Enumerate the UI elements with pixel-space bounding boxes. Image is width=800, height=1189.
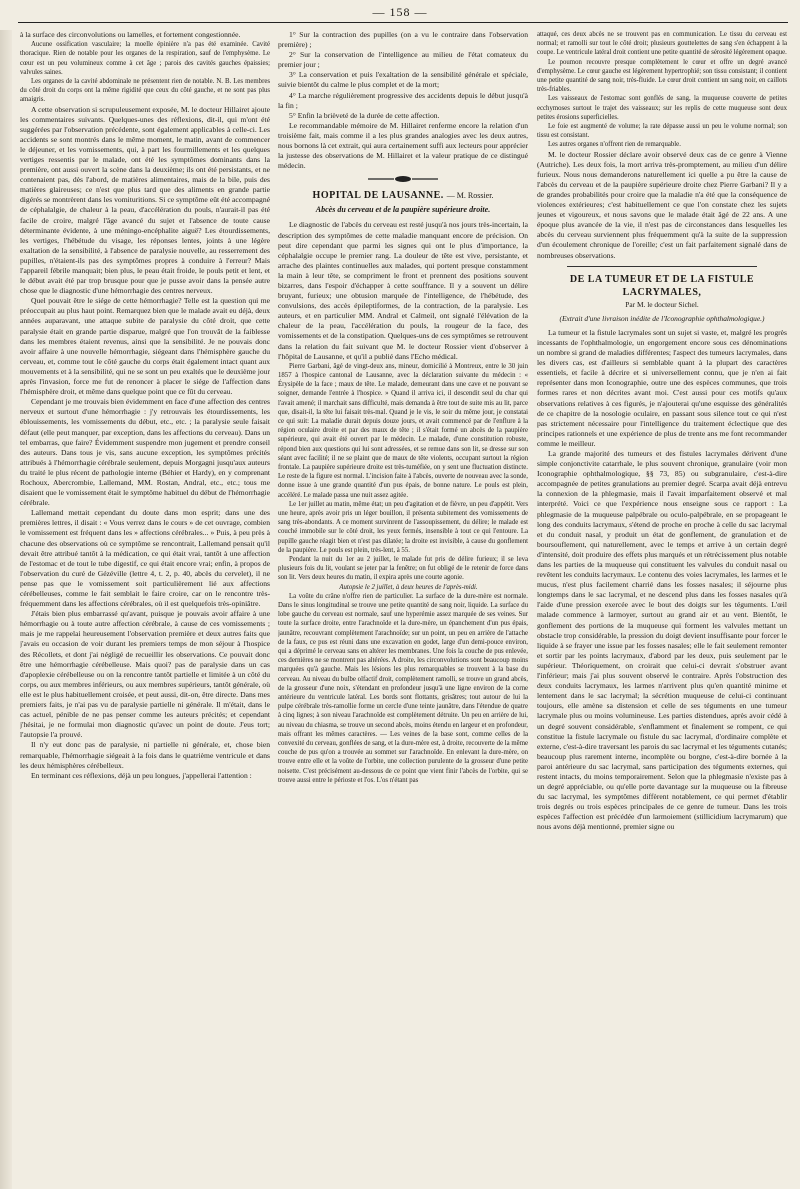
paragraph: 3° La conservation et puis l'exaltation de la sensibilité générale et spéciale, suivie bientôt du calme le plus complet et de la mort; bbox=[278, 70, 528, 90]
paragraph: Les vaisseaux de l'estomac sont gonflés de sang, la muqueuse couverte de petites ecchymoses surtout le trajet des vaisseaux; sur les replis de cette muqueuse sont deux petites érosions superficielles. bbox=[537, 95, 787, 121]
paragraph: Aucune ossification vasculaire; la moelle épinière n'a pas été examinée. Cavité thoracique. Rien de notable pour les organes de la respiration, sauf de l'emphysème. Le cœur est un peu volumineux comme à cet âge ; parois des cavités gauches épaissies; valvules saines. bbox=[20, 41, 270, 76]
paragraph: Il n'y eut donc pas de paralysie, ni partielle ni générale, et, chose bien remarquable, l'hémorrhagie siégeait à la fois dans le quatrième ventricule et dans les deux hémisphères cérébelleux. bbox=[20, 740, 270, 770]
paragraph: Lallemand mettait cependant du doute dans mon esprit; dans une des premières lettres, il disait : « Vous verrez dans le cours » de cet ouvrage, combien le vomissement est fréquent dans les » affections cérébrales... » Puis, à peu près à chacune des observations où ce symptôme se rencontrait, Lallemand pensait qu'il devait être attribué tantôt à la médication, ce qui était vrai, tantôt à une affection de l'estomac et de tout le tube digestif, ce qui était encore vrai; enfin, à propos de l'observation du curé de Gézéville (lettre 4, t. 2, p. 40, abcès du cervelet), il ne pense pas que le vomissement soit particulièrement lié aux affections cérébelleuses, comme le fait semblait le faire croire, car on le rencontre très-fréquemment dans les affections cérébrales, où il est quelquefois très-opiniâtre. bbox=[20, 508, 270, 609]
paragraph: 1° Sur la contraction des pupilles (on a vu le contraire dans l'observation première) ; bbox=[278, 30, 528, 50]
paragraph: Quel pouvait être le siége de cette hémorrhagie? Telle est la question qui me préoccupait au plus haut point. Remarquez bien que le malade avait eu déjà, deux années auparavant, une attaque subite de paralysie du côté droit, que cette paralysie était en grande partie disparue, malgré que l'on trouvât de la faiblesse dans les membres étaient revenus, ainsi que la sensibilité. Je ne pouvais donc avoir affaire à une nouvelle hémorrhagie, siégeant dans l'hémisphère gauche du cerveau, et, comme tout le côté gauche du corps était également intact quant aux mouvements et à la sensibilité, qui ne se sont un peu exaltés que le deuxième jour après l'invasion, force me fut de renoncer à placer le siége de l'affection dans l'hémisphère droit, et même dans quelque point que ce fût du cerveau. bbox=[20, 296, 270, 397]
paragraph: 2° Sur la conservation de l'intelligence au milieu de l'état comateux du premier jour ; bbox=[278, 50, 528, 70]
paragraph: Pendant la nuit du 1er au 2 juillet, le malade fut pris de délire furieux; il se leva plusieurs fois du lit, voulant se jeter par la fenêtre; on fut obligé de le retenir de force dans son lit. Vers deux heures du matin, il expira après une courte agonie. bbox=[278, 555, 528, 582]
paragraph: 4° La marche régulièrement progressive des accidents depuis le début jusqu'à la fin ; bbox=[278, 90, 528, 110]
paragraph: A cette observation si scrupuleusement exposée, M. le docteur Hillairet ajoute les commentaires suivants. Quelques-unes des réflexions, dit-il, qui m'ont été suggérées par l'observation précédente, sont également applicables à celle-ci. Les accidents se sont montrés dans le même moment, le matin, avant de commencer le déjeuner, et les vomissements, qui, à part les fourmillements et les quelques vertiges ressentis par le malade, ont été les symptômes dominants dans la première, ont aussi ouvert la scène dans la deuxième; ils ont été persistants, et ne contenaient pas, dès l'abord, de matières alimentaires, mais de la bile, puis des matières glaireuses; ce n'est que plus tard que des aliments en grande partie digérés se montrèrent dans les vomituritions. Si ce symptôme eût été accompagné de céphalalgie, de chaleur à la peau, d'accélération du pouls, n'aurait-il pas été facile de croire, malgré l'âge avancé du sujet et l'absence de toute cause déterminante évidente, à une méningo-encéphalite aiguë? Les étourdissements, les vertiges, l'hébétude du visage, les réponses lentes, joints à une légère exaltation de la sensibilité, à l'absence de paralysie nouvelle, au resserrement des pupilles, n'étaient-ils pas des symptômes propres à conduire à l'erreur? Mais l'appareil fébrile manquait; bien plus, le peau était froide, le pouls petit et lent, et le début avait été par trop brusque pour que je pusse avoir dans la pensée autre chose que le diagnostic d'une hémorrhagie des centres nerveux. bbox=[20, 104, 270, 296]
autopsy-heading: Autopsie le 2 juillet, à deux heures de l'après-midi. bbox=[339, 583, 478, 591]
section-subtitle: Abcès du cerveau et de la paupière supérieure droite. bbox=[315, 205, 491, 215]
section-note: (Extrait d'une livraison inédite de l'Iconographie ophthalmologique.) bbox=[559, 313, 765, 323]
paragraph: Le recommandable mémoire de M. Hillairet renferme encore la relation d'un troisième fait, mais comme il a les plus grandes analogies avec les deux autres, nous bornons là cet extrait, qui aura certainement suffi aux lecteurs pour apprécier la justesse des observations de M. Hillairet et la valeur pratique de ce distingué médecin. bbox=[278, 120, 528, 171]
paragraph: 5° Enfin la brièveté de la durée de cette affection. bbox=[289, 110, 440, 120]
section-ornament bbox=[368, 175, 438, 183]
paragraph: Les autres organes n'offrent rien de remarquable. bbox=[548, 141, 681, 149]
paragraph: Cependant je me trouvais bien évidemment en face d'une affection des centres nerveux et surtout d'une hémorrhagie : j'y retrouvais les étourdissements, les éblouissements, les vomissements du début, etc., etc. ; la paralysie seule faisait défaut (elle peut manquer, par exception, dans les affections du cerveau). Dans un tel embarras, que faire? Évidemment suspendre mon jugement et prendre conseil des auteurs. Dans tous je vis, sans aucune exception, les symptômes précités attribués à l'hémorrhagie cérébrale seulement, depuis Morgagni jusqu'aux auteurs du traité le plus récent de pathologie interne (Béhier et Hardy), en y comprenant Rochoux, Abercrombie, Lallemand, MM. Rostan, Andral, etc., etc.; tous me disaient que le vomissement était le symptôme habituel du début de l'hémorrhagie cérébrale. bbox=[20, 397, 270, 508]
paragraph: La grande majorité des tumeurs et des fistules lacrymales dérivent d'une simple conjonctivite catarrhale, le plus souvent chronique, granulaire (voir mon Iconographie ophthalmologique, §§ 73, 85) ou subgranulaire, c'est-à-dire accompagnée de petites granulations au premier degré. Scarpa avait déjà entrevu la connexion de la phlegmasie, mais il l'avait imparfaitement observé et mal interprété. Voici ce que l'expérience nous enseigne sous ce rapport : La phlegmasie de la muqueuse palpébrale ou oculo-palpébrale, en se propageant le long des conduits lacrymaux, s'étend de proche en proche à celle du sac lacrymal et du conduit nasal, y produit un état de gonflement, de granulation et de boursouflement, qui naturellement, avec le temps et arrive à un certain degré d'intensité, doit produire des effets plus marqués et un rétrécissement plus notable dans les parties de la muqueuse qui constituent les valvules du conduit nasal ou revêtent les conduits lacrymaux. Le contenu des voies lacrymales, les larmes et le mucus, n'est plus facilement charrié dans les fosses nasales; il séjourne plus longtemps dans le sac lacrymal, et ne descend plus dans les fosses nasales qu'à l'aide d'une pression exercée avec le bout des doigts sur les téguments. L'œil malade commence à larmoyer, surtout au grand air et au vent. Bientôt, le gonflement des portions de la muqueuse qui forment les valvules mettant un obstacle trop considérable, la pression du doigt devient insuffisante pour forcer le liquide à se frayer une issue par les fosses nasales; elle le fait seulement remonter et sortir par les points lacrymaux, d'abord par les deux, puis seulement par le supérieur. Théoriquement, on croirait que celui-ci devrait s'obstruer avant l'inférieur; mais j'ai plus souvent observé le contraire. Après l'obstruction des deux conduits lacrymaux, les larmes n'arrivent plus qu'en quantité minime et lentement dans le sac lacrymal; la sécrétion muqueuse de celui-ci continuant toujours, elle amène sa distension et celle de ses téguments en une tumeur lacrymale plus ou moins volumineuse. Les parties distendues, après avoir cédé à un degré souvent considérable, s'enflamment et finalement se rompent, ce qui constitue la fistule lacrymale ou fistule du sac lacrymal, d'ordinaire complète et externe, c'est-à-dire traversant les parois du sac lacrymal et les téguments cutanés; beaucoup plus rarement interne, incomplète ou borgne, c'est-à-dire bornée à la paroi antérieure du sac lacrymal, sans participation des téguments externes, qui restent intacts, du moins temporairement. Selon que la phlegmasie n'existe pas à un degré appréciable, ou qu'elle porte davantage sur la muqueuse ou la fibreuse du sac lacrymal, les symptômes diffèrent notablement, ce qui permet d'établir trois degrés ou trois espèces principales de ce genre de tumeur. Dans les trois espèces l'affection est précédée d'un larmoiement (stillicidium lacrymarum) que nous avons déjà mentionné, premier signe ou bbox=[537, 448, 787, 832]
paragraph: En terminant ces réflexions, déjà un peu longues, j'appellerai l'attention : bbox=[31, 770, 252, 780]
column-middle bbox=[278, 30, 528, 1180]
paragraph: Le poumon recouvre presque complètement le cœur et offre un degré avancé d'emphysème. Le cœur gauche est légèrement hypertrophié; son tissu consistant; il contient une petite quantité de sang noir, très-fluide. Le cœur droit contient un sang noir, en caillots très-friables. bbox=[537, 58, 787, 94]
paragraph: La tumeur et la fistule lacrymales sont un sujet si vaste, et, malgré les progrès incessants de l'ophthalmologie, un engorgement encore sous ces dénominations un nombre si grand de maladies différentes; l'aspect des tumeurs lacrymales, dans les divers cas, est d'ailleurs si semblable quant à la plupart des caractères essentiels, et facile à décrire et si universellement connu, que je n'en ai fait représenter dans mon Iconographie, outre une des espèces communes, que trois formes rares et non décrites avant moi. C'est aussi pour ces motifs qu'aux observations relatives à ces figurés, je n'ajouterai qu'une esquisse des généralités de ce chapitre de la nosologie oculaire, en passant sous silence tout ce qui n'est pas strictement nécessaire pour l'intelligence du traitement éclectique que des principes rationnels et une expérience de plus de trente ans me font recommander comme le meilleur. bbox=[537, 327, 787, 448]
paragraph: Pierre Garbani, âgé de vingt-deux ans, mineur, domicilié à Montreux, entre le 30 juin 1857 à l'hospice cantonal de Lausanne, avec la déclaration suivante du médecin : « Érysipèle de la face ; maux de tête. Le malade, demeurant dans une cave et ne pouvant se soigner, demande l'entrée à l'hospice. » Quand il arriva ici, il descendit seul du char qui l'avait amené; il marchait sans difficulté, mais demanda à être tout de suite mis au lit, parce que, disait-il, la tête lui faisait très-mal. Quand je le vis, le soir du même jour, je constatai ce qui suit: La maladie durait depuis douze jours, et avait commencé par de l'enflure à la région oculaire droite et par des maux de tête ; il s'était formé un abcès de la paupière supérieure, qui avait été ouvert par le médecin. Le malade, d'une constitution robuste, répond bien aux questions qui lui sont adressées, et se remue dans son lit, se dresse sur son séant avec facilité; il ne se plaint que de maux de tête violents, occupant surtout la région frontale. La paupière supérieure droite est très-tuméfiée, on y sent une fluctuation distincte. Le reste de la figure est normal. L'incision faite à l'abcès, ouverte de nouveau avec la sonde, donne issue à une grande quantité d'un pus épais, de bonne nature. Le pouls est plein, accéléré. Le malade passa une nuit assez agitée. bbox=[278, 362, 528, 499]
column-left bbox=[20, 30, 270, 1180]
paragraph: M. le docteur Rossier déclare avoir observé deux cas de ce genre à Vienne (Autriche). Les deux fois, la mort arriva très-promptement, au milieu d'un délire furieux. Nous nous demanderons naturellement ici quelle a pu être la cause de l'abcès du cerveau et de la paupière supérieure droite chez Pierre Garbani? Il y a de grandes probabilités pour croire que la maladie n'a été que la conséquence de violences extérieures; c'est habituellement ce que l'on constate chez les sujets jeunes et vigoureux, et nous savons que le malade était âgé de 22 ans. A une époque plus avancée de la vie, il n'est pas de circonstances dans lesquelles les abcès du cerveau surviennent plus fréquemment qu'à la suite de la suppression d'un écoulement chronique de l'oreille; c'est un fait parfaitement signalé dans de nombreuses observations. bbox=[537, 149, 787, 260]
paragraph: Le diagnostic de l'abcès du cerveau est resté jusqu'à nos jours très-incertain, la description des symptômes de cette maladie manquant encore de précision. On peut dire cependant que parmi les signes qui ont le plus d'importance, la céphalalgie occupe le premier rang. La douleur de tête est vive, persistante, et arrache des plaintes continuelles aux malades, qui portent presque constamment la main à leur tête, se compriment le front et prennent des positions souvent bizarres, dans l'espoir d'échapper à cette souffrance. Il y a souvent un délire bruyant, furieux; une obtusion marquée de l'intelligence, de l'hébétude, des convulsions, des accès épileptiformes, de la contraction, de la paralysie. Les auteurs, et en particulier MM. Andral et Calmeil, ont signalé l'élévation de la chaleur de la peau, l'accélération du pouls, la rougeur de la face, des vomissements et de la constipation. Quelques-uns de ces symptômes se retrouvent dans la relation du fait suivant que M. le docteur Rossier vient d'observer à l'hôpital de Lausanne, et qu'il a publié dans l'Echo médical. bbox=[278, 220, 528, 361]
section-rule bbox=[567, 266, 757, 267]
paragraph: à la surface des circonvolutions ou lamelles, et fortement congestionnée. bbox=[20, 30, 241, 39]
section-title: DE LA TUMEUR ET DE LA FISTULE LACRYMALES, bbox=[569, 273, 755, 298]
section-heading bbox=[278, 189, 528, 202]
paragraph: La voûte du crâne n'offre rien de particulier. La surface de la dure-mère est normale. Dans le sinus longitudinal se trouve une petite quantité de sang noir, liquide. La surface du lobe gauche du cerveau est normale, sauf une hyperémie assez marquée de ses veines. Sur toute la surface droite, entre l'arachnoïde et la dure-mère, un épanchement d'un pus épais, jaunâtre, recouvrant complètement l'arachnoïde; sur un point, un peu en arrière de l'attache de la faux, ce pus est réuni dans une excavation en godet, large d'un demi-pouce environ, qui a déprimé le cerveau sans en altérer les membranes. Une fois la couche de pus enlevée, ces dernières ne se montrent pas altérées. A droite, les circonvolutions sont beaucoup moins marquées qu'à gauche. Mais les lésions les plus remarquables se trouvent à la base du cerveau. Au niveau du bulbe olfactif droit, complètement ramolli, se trouve un grand abcès, de la grosseur d'une noix, s'étendant en profondeur jusqu'à une ligne environ de la corne antérieure du ventricule latéral. Les bords sont flottants, grisâtres; tout autour de lui la pulpe cérébrale très-ramollie forme un cercle d'une teinte jaunâtre, dans l'étendue de quatre à cinq lignes; à son niveau l'arachnoïde est complètement détruite. Un peu en arrière de lui, au niveau du chiasma, se trouve un second abcès, moins étendu en largeur et en profondeur, mais offrant les mêmes caractères. — Les veines de la base sont, comme celles de la convexité du cerveau, gonflées de sang, et la dure-mère est, à droite, recouverte de la même couche de pus qu'on a trouvée au sommet sur l'arachnoïde. En enlevant la dure-mère, on trouve entre elle et la voûte de l'orbite, une collection purulente de la grosseur d'une petite noisette. C'est précisément au-dessous de ce point que vient finir l'abcès de l'orbite, qui se trouve aussi entre le périoste et l'os. L'os n'étant pas bbox=[278, 592, 528, 784]
paragraph: attaqué, ces deux abcès ne se trouvent pas en communication. Le tissu du cerveau est normal; et ramolli sur tout le côté droit; plusieurs gouttelettes de sang s'en échappent à la coupe. Le ventricule latéral droit contient une petite quantité de sérosité légèrement opaque. bbox=[537, 31, 787, 57]
paragraph: Le 1er juillet au matin, même état; un peu d'agitation et de fièvre, un peu d'appétit. Vers une heure, après avoir pris un léger bouillon, il présenta subitement des vomissements de sang très-abondants. A ce moment survinrent de l'assoupissement, du délire; le malade est couché immobile sur le côté droit, les yeux fermés, insensible à tout ce qui l'entoure. La pupille gauche réagit bien et n'est pas dilatée; la droite est invisible, à cause du gonflement de la paupière. Le pouls est plein, très-lent, à 55. bbox=[278, 500, 528, 554]
section-author: — M. Rossier. bbox=[446, 191, 494, 201]
section-title: HOPITAL DE LAUSANNE. bbox=[312, 190, 444, 202]
paragraph: J'étais bien plus embarrassé qu'avant, puisque je pouvais avoir affaire à une hémorrhagie ou à toute autre affection cérébrale, à cause de ces vomissements ; mais je me rappelai heureusement l'observation première et deux autres faits que j'avais eu occasion de voir durant les premiers temps de mon séjour à l'hospice des Récollets, et dont j'ai négligé de recueillir les observations. Ce pouvait donc être une hémorrhagie cérébelleuse. Mais quoi? pas de paralysie dans un cas d'apoplexie cérébelleuse ou on la rencontre tantôt partielle et limitée à un côté du corps, ou aux membres inférieurs, ou aux membres supérieurs, tantôt générale, où elle est le plus habituellement croisée, et peut aussi, dit-on, être directe. Dans mes premiers faits, je n'ai pas vu de paralysie partielle ni générale. Il m'était, dans le cas actuel, pénible de ne pas penser comme les auteurs précités; et cependant j'hésitai, je ne formulai mon diagnostic qu'avec un point de doute. J'eus tort; l'autopsie l'a prouvé. bbox=[20, 609, 270, 740]
page-number: — 158 — bbox=[372, 5, 428, 19]
paragraph: Le foie est augmenté de volume; la rate dépasse aussi un peu le volume normal; son tissu est consistant. bbox=[537, 123, 787, 140]
header-rule bbox=[18, 22, 788, 23]
torn-left-margin bbox=[0, 30, 12, 1189]
column-right bbox=[537, 30, 787, 1180]
section-author: Par M. le docteur Sichel. bbox=[625, 299, 699, 309]
paragraph: Les organes de la cavité abdominale ne présentent rien de notable. N. B. Les membres du côté droit du corps ont la même rigidité que ceux du côté gauche, et ne sont pas plus amaigris. bbox=[20, 77, 270, 104]
